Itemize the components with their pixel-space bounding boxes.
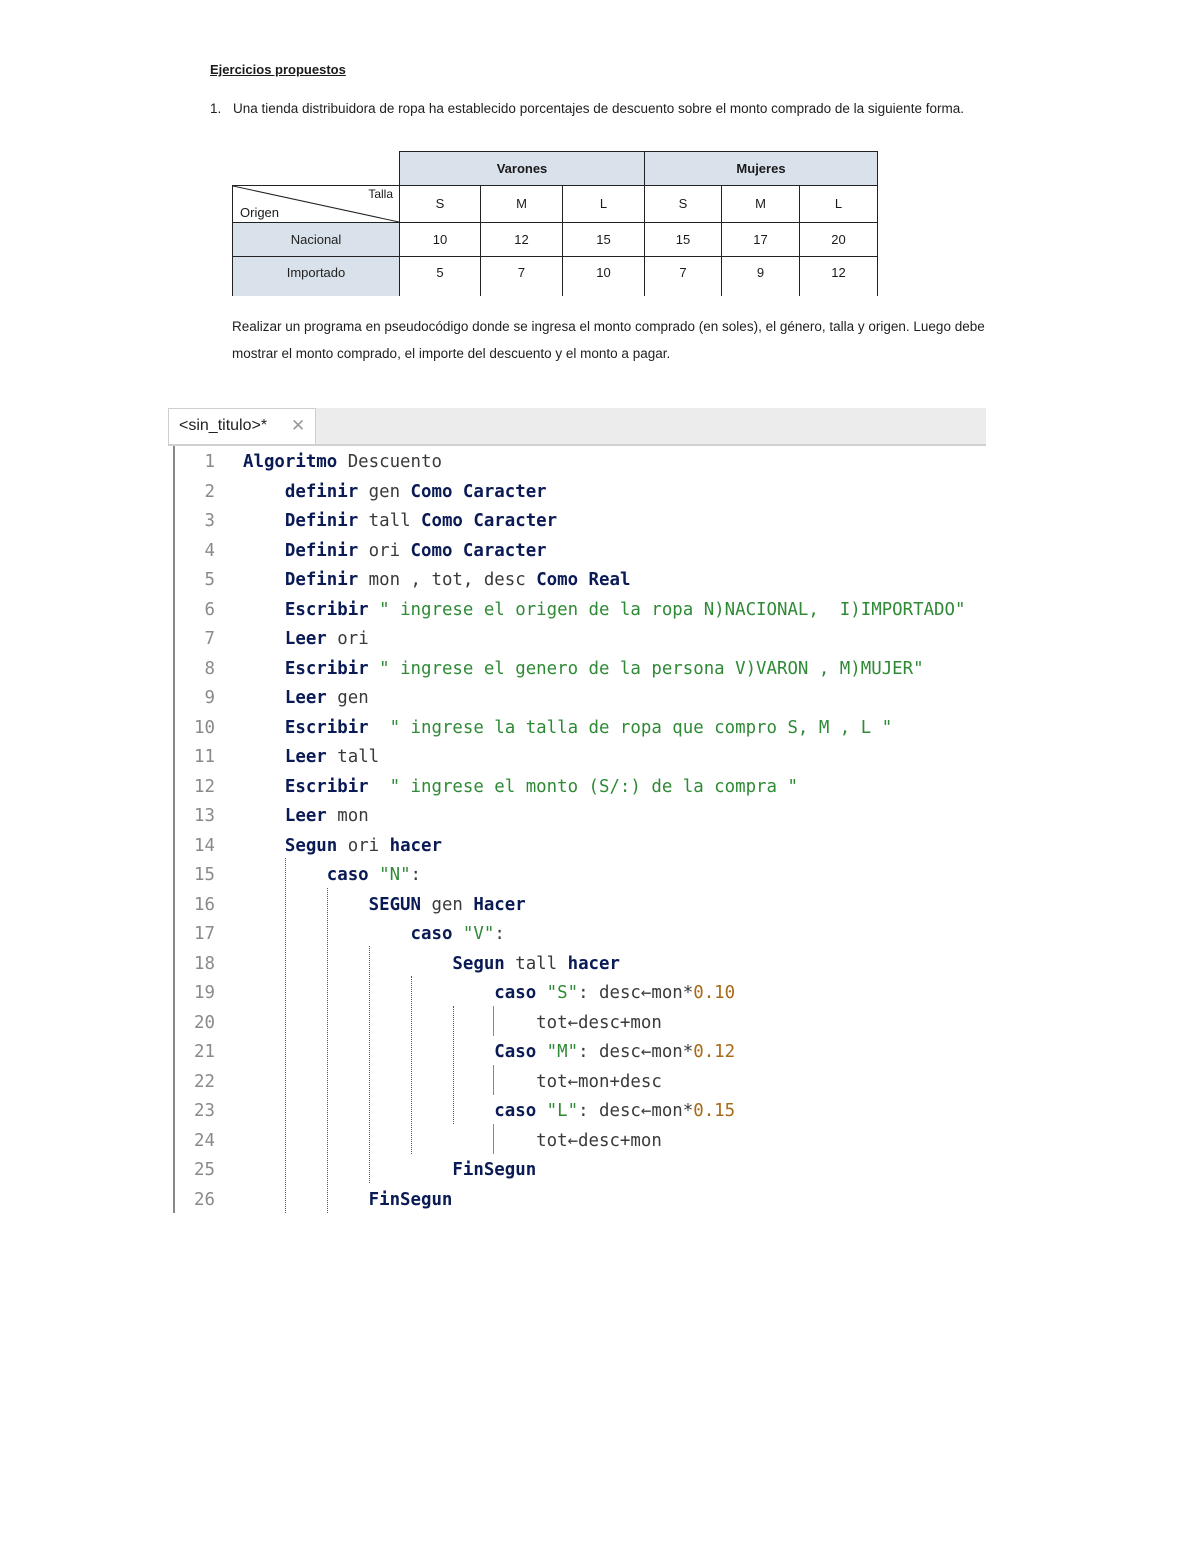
- code-token: [243, 1101, 494, 1121]
- code-token: "V": [452, 924, 495, 944]
- code-line: [175, 1009, 988, 1038]
- code-token: Como Caracter: [410, 481, 547, 502]
- code-line: [175, 1068, 988, 1097]
- code-token: mon: [326, 806, 369, 826]
- table-cell: 17: [722, 222, 800, 256]
- code-line: [175, 743, 988, 772]
- editor-tab-bar: [168, 408, 986, 446]
- line-number: 23: [194, 1101, 215, 1121]
- line-number: 15: [194, 865, 215, 885]
- code-token: Escribir: [284, 658, 369, 679]
- size-header: L: [800, 185, 878, 222]
- line-code: [243, 478, 547, 507]
- code-token: Definir: [284, 511, 359, 531]
- line-number: 19: [194, 983, 215, 1003]
- code-token: [243, 511, 285, 531]
- line-number: 8: [204, 658, 215, 679]
- code-line: [175, 537, 988, 566]
- size-header: S: [400, 185, 481, 222]
- code-token: "N": [368, 865, 411, 885]
- code-token: Escribir: [284, 717, 369, 738]
- problem-statement: [210, 96, 990, 122]
- code-token: FinSegun: [452, 1160, 537, 1180]
- code-line: [175, 714, 988, 743]
- code-line: [175, 920, 988, 949]
- line-code: [243, 861, 421, 890]
- line-number: 6: [204, 599, 215, 620]
- line-code: [243, 507, 557, 536]
- table-cell: 20: [800, 222, 878, 256]
- code-token: [243, 718, 285, 738]
- code-line: [175, 1156, 988, 1185]
- size-header: M: [481, 185, 563, 222]
- line-number: 17: [194, 924, 215, 944]
- code-token: ori: [337, 835, 390, 856]
- code-token: Leer: [284, 747, 327, 767]
- code-token: Segun: [284, 835, 338, 856]
- line-number: 26: [194, 1189, 215, 1210]
- line-code: [243, 1068, 662, 1097]
- line-code: [243, 596, 965, 625]
- code-token: Caso: [494, 1042, 537, 1062]
- code-token: Definir: [284, 540, 359, 561]
- code-token: Leer: [284, 806, 327, 826]
- line-code: [243, 743, 379, 772]
- code-line: [175, 950, 988, 979]
- table-cell: 7: [481, 256, 563, 296]
- code-token: :: [410, 865, 422, 885]
- code-token: 0.10: [693, 983, 736, 1003]
- code-token: tall: [504, 953, 568, 974]
- code-token: tot←desc+mon: [243, 1012, 662, 1033]
- header-mujeres: Mujeres: [645, 152, 878, 186]
- code-token: [243, 1042, 494, 1062]
- code-token: :: [494, 924, 505, 944]
- code-token: gen: [326, 688, 369, 708]
- line-number: 13: [194, 806, 215, 826]
- code-token: [243, 777, 285, 797]
- origin-label: Importado: [233, 256, 400, 296]
- code-line: [175, 979, 988, 1008]
- problem-text: Una tienda distribuidora de ropa ha establecido porcentajes de descuento sobre el monto comprado de la siguiente forma.: [233, 101, 964, 116]
- line-number: 18: [194, 953, 215, 974]
- line-code: [243, 920, 505, 949]
- close-icon[interactable]: ✕: [291, 416, 306, 435]
- line-code: [243, 714, 892, 743]
- code-token: [243, 570, 285, 590]
- line-code: [243, 979, 735, 1008]
- code-token: caso: [326, 865, 369, 885]
- table-cell: 12: [800, 256, 878, 296]
- line-code: [243, 891, 526, 920]
- line-number: 11: [194, 747, 215, 767]
- line-number: 25: [194, 1160, 215, 1180]
- code-token: : desc←mon*: [578, 1042, 694, 1062]
- code-line: [175, 832, 988, 861]
- line-number: 12: [194, 776, 215, 797]
- line-code: [243, 448, 442, 477]
- line-code: [243, 773, 798, 802]
- code-token: 0.15: [693, 1101, 736, 1121]
- code-token: mon , tot, desc: [358, 570, 537, 590]
- pseint-editor: [168, 408, 986, 1213]
- code-token: " ingrese la talla de ropa que compro S, M , L ": [368, 717, 893, 738]
- line-number: 4: [204, 540, 215, 561]
- code-line: [175, 478, 988, 507]
- code-line: [175, 625, 988, 654]
- code-token: SEGUN: [368, 894, 421, 915]
- code-token: [243, 806, 285, 826]
- code-token: Leer: [284, 688, 327, 708]
- table-cell: 9: [722, 256, 800, 296]
- code-token: [243, 600, 285, 620]
- line-code: [243, 802, 369, 831]
- code-area[interactable]: [173, 446, 988, 1213]
- line-number: 7: [204, 629, 215, 649]
- code-token: [243, 836, 285, 856]
- line-number: 22: [194, 1071, 215, 1092]
- line-number: 24: [194, 1130, 215, 1151]
- code-token: : desc←mon*: [578, 1101, 694, 1121]
- code-line: [175, 596, 988, 625]
- code-line: [175, 1186, 988, 1215]
- line-code: [243, 1156, 536, 1185]
- code-line: [175, 891, 988, 920]
- tab-title: <sin_titulo>*: [179, 417, 268, 434]
- line-code: [243, 1038, 735, 1067]
- code-token: definir: [284, 481, 359, 502]
- code-token: : desc←mon*: [578, 983, 694, 1003]
- code-token: hacer: [389, 835, 442, 856]
- corner-origen-label: Origen: [240, 204, 280, 220]
- code-token: Hacer: [473, 894, 526, 915]
- code-token: " ingrese el genero de la persona V)VARON , M)MUJER": [368, 658, 924, 679]
- code-token: "S": [536, 983, 579, 1003]
- code-token: Leer: [284, 629, 327, 649]
- code-token: Como Caracter: [421, 511, 558, 531]
- code-token: Definir: [284, 570, 359, 590]
- code-token: [243, 659, 285, 679]
- line-number: 20: [194, 1012, 215, 1033]
- code-token: caso: [494, 983, 537, 1003]
- code-token: gen: [421, 894, 474, 915]
- table-cell: 15: [645, 222, 722, 256]
- code-token: FinSegun: [368, 1189, 453, 1210]
- code-token: Segun: [452, 953, 505, 974]
- code-line: [175, 507, 988, 536]
- code-token: "M": [536, 1042, 579, 1062]
- line-number: 2: [204, 481, 215, 502]
- line-code: [243, 1009, 662, 1038]
- code-token: [243, 954, 452, 974]
- corner-cell: [233, 185, 400, 222]
- line-code: [243, 1097, 735, 1126]
- line-code: [243, 625, 369, 654]
- code-token: Algoritmo: [243, 452, 338, 472]
- code-line: [175, 448, 988, 477]
- line-code: [243, 832, 442, 861]
- code-token: [243, 629, 285, 649]
- code-token: [243, 747, 285, 767]
- code-token: [243, 924, 411, 944]
- line-code: [243, 1127, 662, 1156]
- task-description: Realizar un programa en pseudocódigo donde se ingresa el monto comprado (en soles), el género, talla y origen. Luego debe mostrar el monto comprado, el importe del descuento y el monto a pagar.: [232, 319, 985, 361]
- code-line: [175, 655, 988, 684]
- code-token: [243, 541, 285, 561]
- code-token: ori: [358, 540, 411, 561]
- size-header: L: [563, 185, 645, 222]
- table-cell: 12: [481, 222, 563, 256]
- code-token: [243, 1190, 369, 1210]
- code-line: [175, 802, 988, 831]
- line-number: 3: [204, 511, 215, 531]
- code-token: Como Real: [536, 570, 631, 590]
- code-token: Escribir: [284, 776, 369, 797]
- table-cell: 10: [563, 256, 645, 296]
- code-token: [243, 895, 369, 915]
- size-header: S: [645, 185, 722, 222]
- code-line: [175, 566, 988, 595]
- code-token: Descuento: [337, 452, 442, 472]
- line-number: 5: [204, 570, 215, 590]
- code-token: gen: [358, 481, 411, 502]
- line-code: [243, 566, 630, 595]
- tab-sin-titulo[interactable]: [168, 408, 316, 444]
- line-code: [243, 537, 547, 566]
- code-token: tot←mon+desc: [243, 1071, 662, 1092]
- code-token: caso: [410, 924, 453, 944]
- code-token: tall: [358, 511, 422, 531]
- line-number: 14: [194, 835, 215, 856]
- code-token: [243, 688, 285, 708]
- corner-talla-label: Talla: [368, 186, 393, 201]
- line-number: 16: [194, 894, 215, 915]
- code-token: " ingrese el monto (S/:) de la compra ": [368, 776, 798, 797]
- code-token: hacer: [567, 953, 620, 974]
- code-line: [175, 684, 988, 713]
- code-token: 0.12: [693, 1042, 736, 1062]
- code-token: Escribir: [284, 599, 369, 620]
- code-token: " ingrese el origen de la ropa N)NACIONAL, I)IMPORTADO": [368, 599, 966, 620]
- code-token: [243, 865, 327, 885]
- code-token: tot←desc+mon: [243, 1130, 662, 1151]
- item-number: 1.: [210, 101, 222, 116]
- table-cell: 7: [645, 256, 722, 296]
- line-number: 21: [194, 1042, 215, 1062]
- code-token: caso: [494, 1101, 537, 1121]
- code-line: [175, 773, 988, 802]
- code-token: [243, 1160, 452, 1180]
- table-cell: 15: [563, 222, 645, 256]
- exercise-heading: Ejercicios propuestos: [210, 62, 346, 77]
- code-token: ori: [326, 629, 369, 649]
- code-token: "L": [536, 1101, 579, 1121]
- line-number: 9: [204, 688, 215, 708]
- line-code: [243, 950, 620, 979]
- code-token: Como Caracter: [410, 540, 547, 561]
- line-number: 10: [194, 717, 215, 738]
- code-line: [175, 1097, 988, 1126]
- table-cell: 5: [400, 256, 481, 296]
- code-line: [175, 1038, 988, 1067]
- code-token: [243, 482, 285, 502]
- line-code: [243, 684, 369, 713]
- line-code: [243, 655, 924, 684]
- code-token: [243, 983, 494, 1003]
- origin-label: Nacional: [233, 222, 400, 256]
- line-code: [243, 1186, 452, 1215]
- code-line: [175, 1127, 988, 1156]
- header-varones: Varones: [400, 152, 645, 186]
- line-number: 1: [204, 452, 215, 472]
- code-token: tall: [326, 747, 380, 767]
- code-line: [175, 861, 988, 890]
- discount-table: [232, 151, 878, 296]
- size-header: M: [722, 185, 800, 222]
- table-cell: 10: [400, 222, 481, 256]
